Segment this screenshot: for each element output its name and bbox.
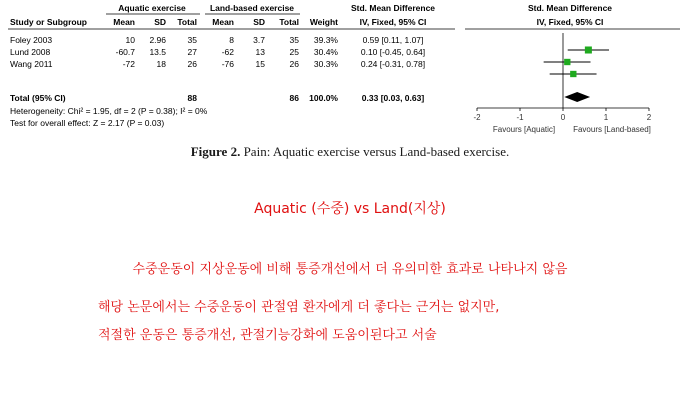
axis-tick-label: 1: [603, 113, 609, 122]
favours-right: Favours [Land-based]: [573, 125, 651, 134]
total-1: 35: [187, 35, 197, 45]
figure-label: Figure 2.: [190, 144, 241, 159]
study-point-marker: [570, 71, 576, 77]
total-weight: 100.0%: [309, 93, 338, 103]
col-sd-1: SD: [154, 17, 166, 27]
axis-tick-label: -1: [516, 113, 524, 122]
sd-2: 15: [255, 59, 265, 69]
weight: 30.4%: [313, 47, 338, 57]
study-name: Foley 2003: [10, 35, 53, 45]
total-1: 27: [187, 47, 197, 57]
mean-2: 8: [229, 35, 234, 45]
total-n2: 86: [289, 93, 299, 103]
ci-text: 0.24 [-0.31, 0.78]: [360, 59, 426, 69]
col-sd-2: SD: [253, 17, 265, 27]
note-title: Aquatic (수중) vs Land(지상): [254, 201, 446, 217]
study-point-marker: [585, 46, 592, 53]
header-effect: Std. Mean Difference: [350, 3, 436, 13]
col-plot-ci: IV, Fixed, 95% CI: [536, 17, 604, 27]
study-name: Lund 2008: [10, 47, 51, 57]
total-row: [10, 93, 424, 103]
figure-caption: [0, 144, 700, 160]
sd-2: 3.7: [253, 35, 265, 45]
mean-1: -72: [122, 59, 135, 69]
overall-effect-text: Test for overall effect: Z = 2.17 (P = 0.03): [10, 118, 165, 128]
forest-plot: [0, 0, 700, 145]
mean-2: -62: [221, 47, 234, 57]
col-total-1: Total: [177, 17, 197, 27]
mean-1: -60.7: [115, 47, 135, 57]
study-point-marker: [564, 59, 570, 65]
heterogeneity-text: Heterogeneity: Chi² = 1.95, df = 2 (P = 0.38); I² = 0%: [10, 106, 208, 116]
note-line-2: 해당 논문에서는 수중운동이 관절염 환자에게 더 좋다는 근거는 없지만,: [98, 300, 500, 315]
weight: 39.3%: [313, 35, 338, 45]
header-experimental: Aquatic exercise: [118, 3, 186, 13]
study-name: Wang 2011: [10, 59, 53, 69]
total-2: 35: [289, 35, 299, 45]
mean-1: 10: [125, 35, 135, 45]
total-2: 25: [289, 47, 299, 57]
sd-2: 13: [255, 47, 265, 57]
col-mean-2: Mean: [212, 17, 234, 27]
summary-diamond: [564, 92, 590, 102]
ci-text: 0.59 [0.11, 1.07]: [362, 35, 424, 45]
total-2: 26: [289, 59, 299, 69]
sd-1: 13.5: [149, 47, 166, 57]
axis-tick-label: -2: [473, 113, 481, 122]
total-ci: 0.33 [0.03, 0.63]: [361, 93, 425, 103]
study-row: [10, 35, 423, 45]
total-n1: 88: [187, 93, 197, 103]
sd-1: 2.96: [149, 35, 166, 45]
note-line-1: 수중운동이 지상운동에 비해 통증개선에서 더 유의미한 효과로 나타나지 않음: [132, 262, 568, 277]
col-total-2: Total: [279, 17, 299, 27]
axis-tick-label: 2: [646, 113, 652, 122]
col-mean-1: Mean: [113, 17, 135, 27]
col-weight: Weight: [309, 17, 338, 27]
total-label: Total (95% CI): [10, 93, 66, 103]
col-study: Study or Subgroup: [10, 17, 87, 27]
axis-tick-label: 0: [560, 113, 566, 122]
ci-text: 0.10 [-0.45, 0.64]: [360, 47, 426, 57]
col-ci: IV, Fixed, 95% CI: [359, 17, 427, 27]
study-row: [10, 47, 425, 57]
total-1: 26: [187, 59, 197, 69]
figure-caption-text: Pain: Aquatic exercise versus Land-based exercise.: [243, 144, 510, 159]
weight: 30.3%: [313, 59, 338, 69]
plot-area: [473, 33, 651, 134]
study-row: [10, 59, 425, 69]
mean-2: -76: [221, 59, 234, 69]
sd-1: 18: [156, 59, 166, 69]
note-line-3: 적절한 운동은 통증개선, 관절기능강화에 도움이된다고 서술: [98, 328, 437, 343]
header-control: Land-based exercise: [209, 3, 295, 13]
favours-left: Favours [Aquatic]: [492, 125, 556, 134]
header-plot: Std. Mean Difference: [527, 3, 613, 13]
